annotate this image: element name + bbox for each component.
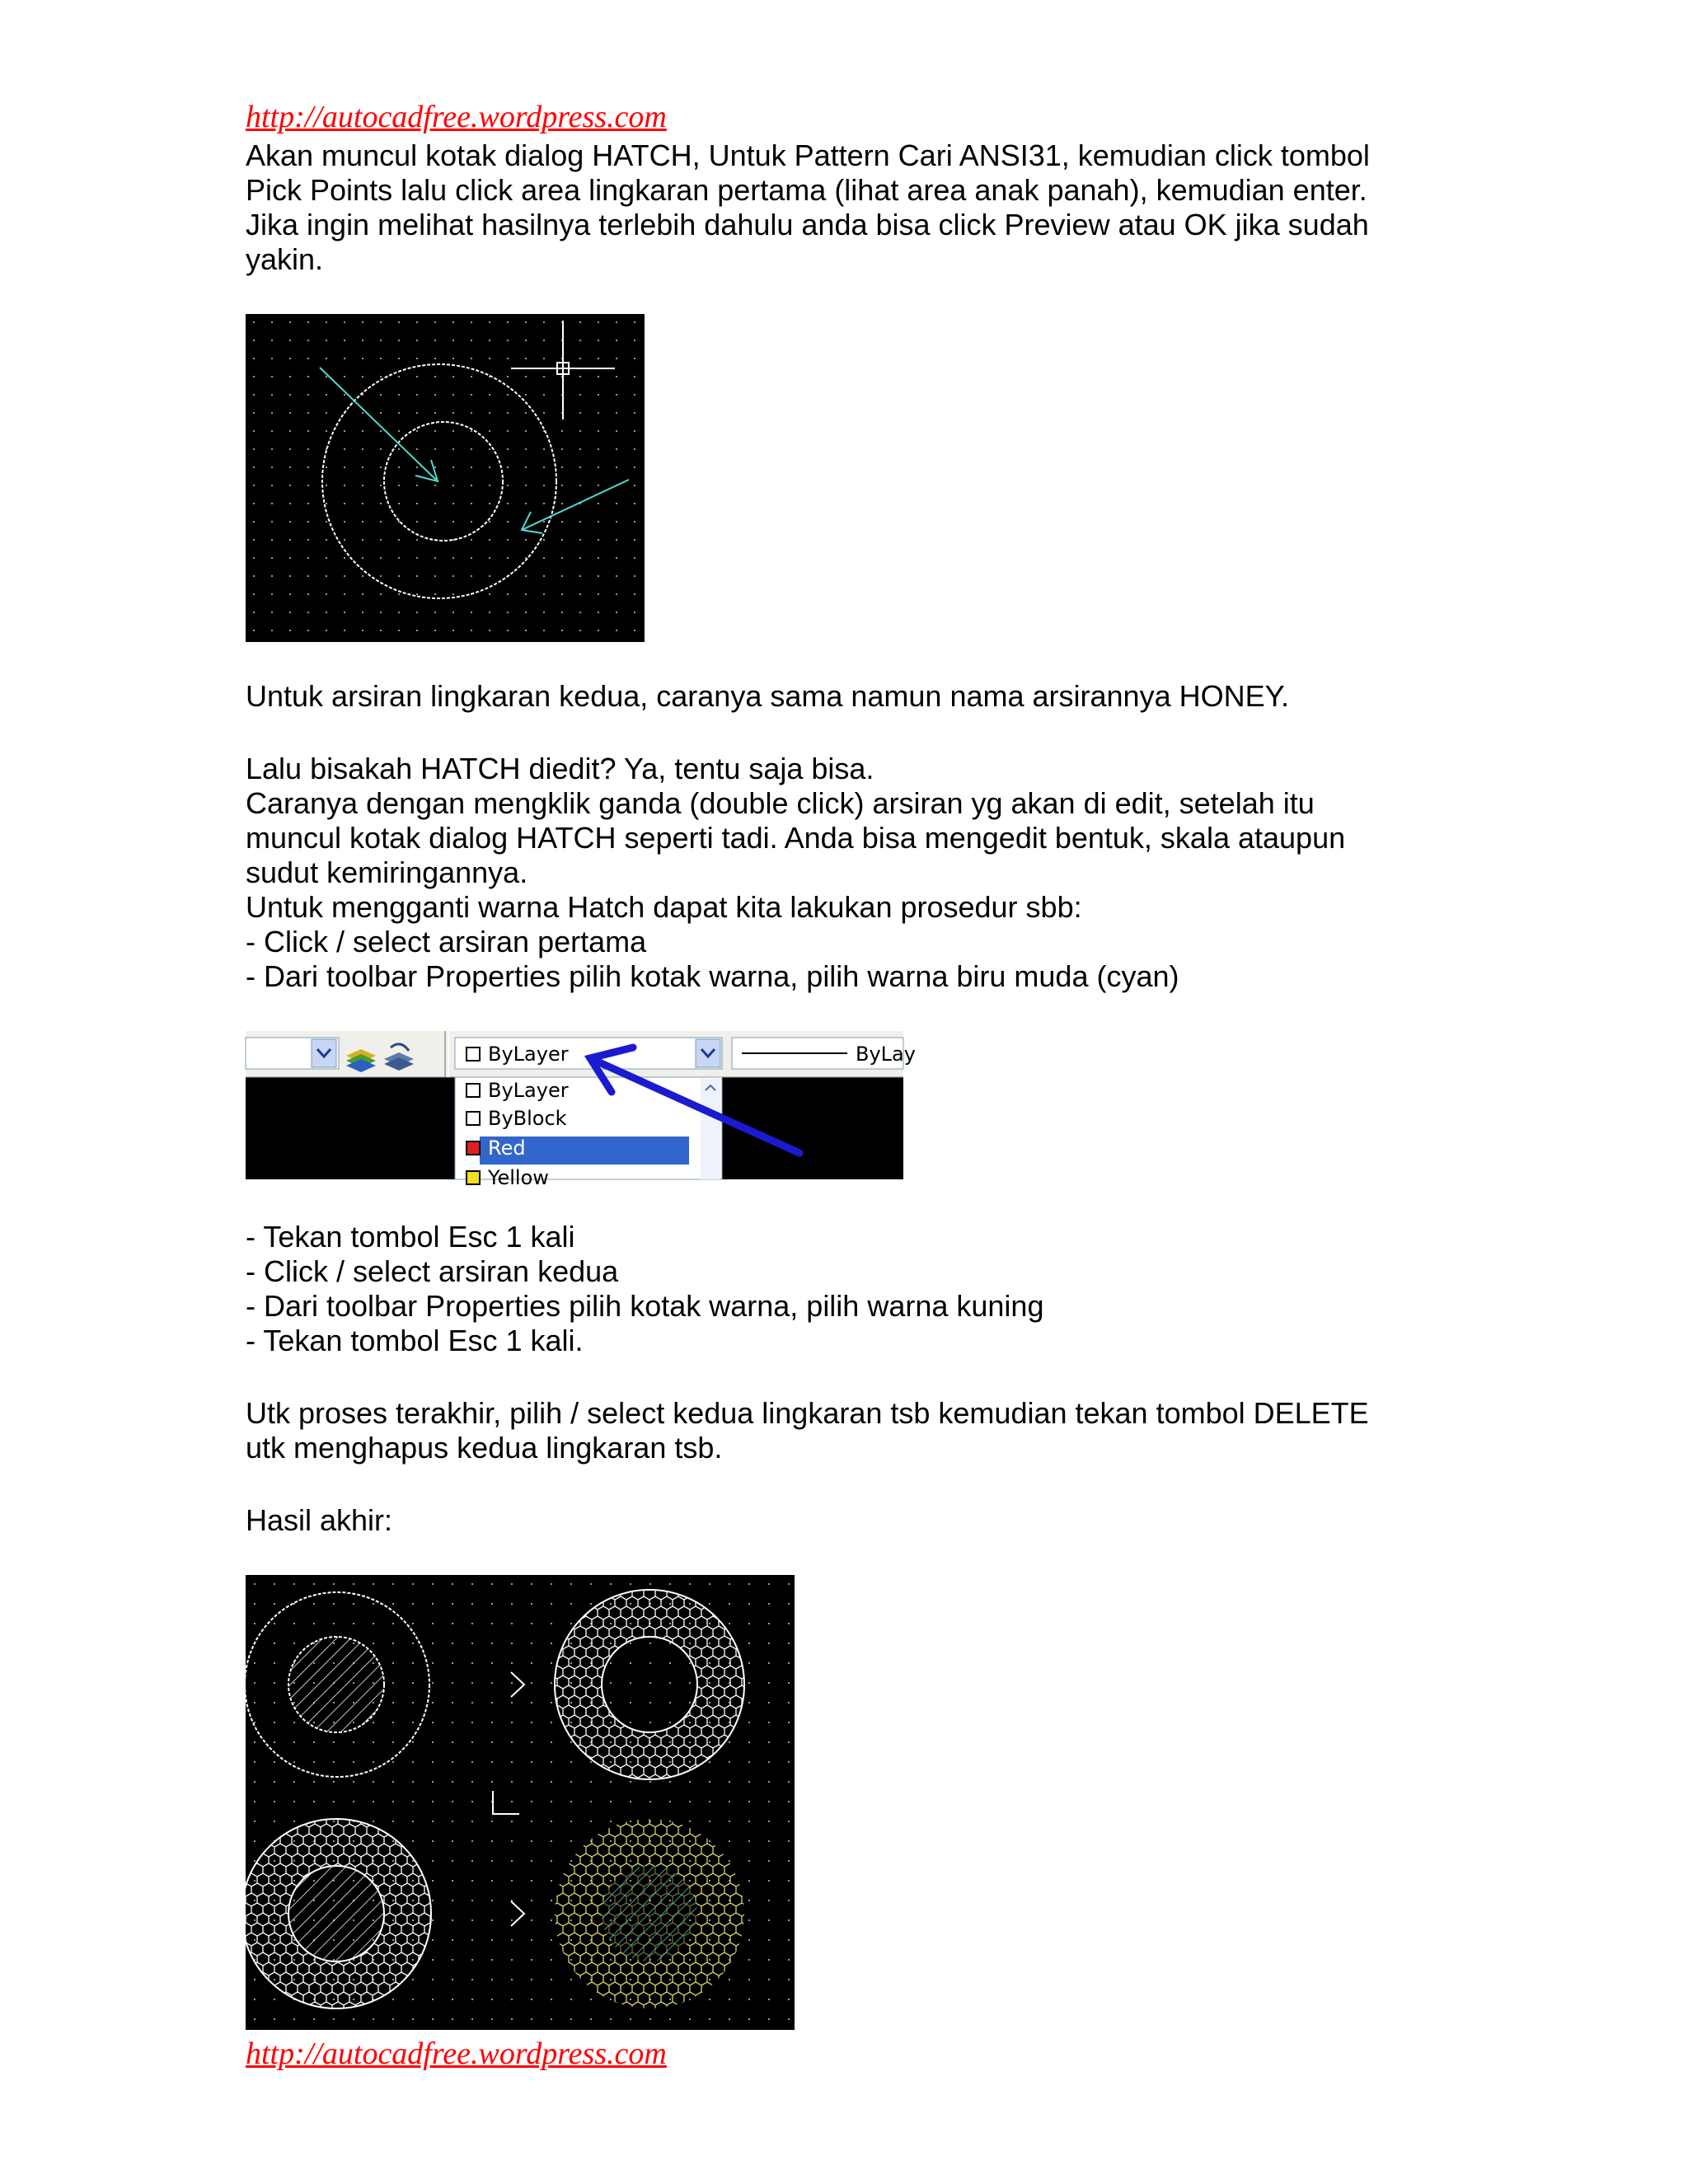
dropdown-option-red[interactable]: Red: [488, 1137, 526, 1160]
cad-drawing-circles: [246, 314, 645, 642]
dropdown-option-yellow[interactable]: Yellow: [488, 1166, 549, 1189]
cad-figure-pick-points: [246, 314, 645, 642]
cad-figure-result: [246, 1575, 795, 2030]
color-dropdown-selected[interactable]: ByLayer: [488, 1043, 569, 1066]
toolbar-screenshot: [246, 1031, 916, 1189]
paragraph-honey: Untuk arsiran lingkaran kedua, caranya sama namun nama arsirannya HONEY.: [246, 679, 1289, 713]
header-link[interactable]: http://autocadfree.wordpress.com: [246, 100, 667, 134]
paragraph-hatch-dialog: Akan muncul kotak dialog HATCH, Untuk Pattern Cari ANSI31, kemudian click tombol Pick Points lalu click area lingkaran pertama (lihat area anak panah), kemudian enter. Jika ingin melihat hasilnya terlebih dahulu anda bisa click Preview atau OK jika sudah yakin.: [246, 138, 1370, 276]
step2-honey-hatch: [555, 1590, 744, 1779]
toolbar-background: [246, 1031, 903, 1179]
footer-link[interactable]: http://autocadfree.wordpress.com: [246, 2036, 667, 2071]
step4-colored-hatch: [555, 1819, 744, 2008]
dropdown-option-bylayer[interactable]: ByLayer: [488, 1079, 569, 1102]
linetype-dropdown-value[interactable]: ByLay: [856, 1043, 916, 1066]
paragraph-steps: - Tekan tombol Esc 1 kali - Click / select arsiran kedua - Dari toolbar Properties pilih kotak warna, pilih warna kuning - Tekan tombol Esc 1 kali.: [246, 1220, 1044, 1357]
dropdown-option-byblock[interactable]: ByBlock: [488, 1107, 567, 1130]
step3-combined-hatch: [241, 1819, 431, 2008]
paragraph-result-label: Hasil akhir:: [246, 1503, 393, 1537]
paragraph-edit-hatch: Lalu bisakah HATCH diedit? Ya, tentu saja bisa. Caranya dengan mengklik ganda (double click) arsiran yg akan di edit, setelah itu muncul kotak dialog HATCH seperti tadi. Anda bisa mengedit bentuk, skala ataupun sudut kemiringannya. Untuk mengganti warna Hatch dapat kita lakukan prosedur sbb: - Click / select arsiran pertama - Dari toolbar Properties pilih kotak warna, pilih warna biru muda (cyan): [246, 752, 1346, 993]
paragraph-delete: Utk proses terakhir, pilih / select kedua lingkaran tsb kemudian tekan tombol DELETE utk menghapus kedua lingkaran tsb.: [246, 1396, 1369, 1465]
cad-drawing-hatch-result: [246, 1575, 795, 2030]
